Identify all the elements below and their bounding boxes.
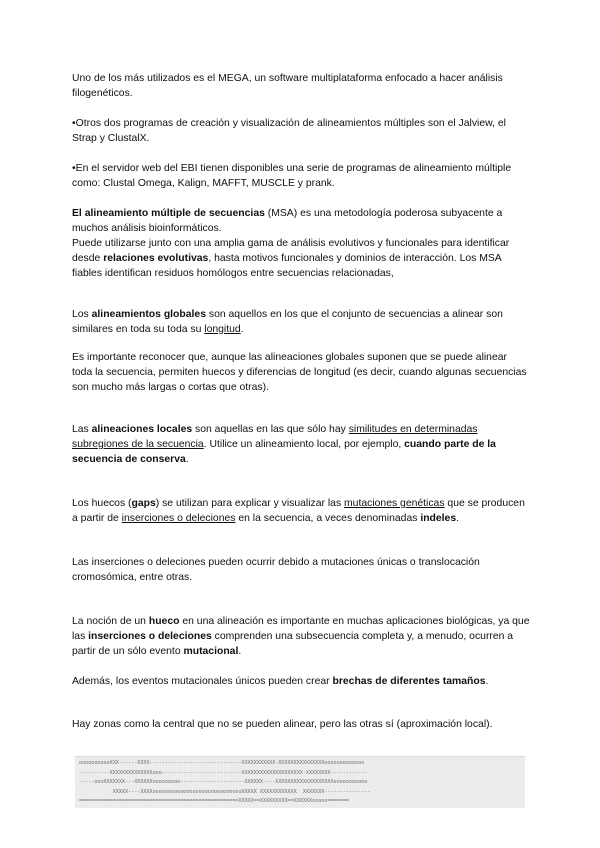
similarities-underlined: similitudes en determinadas subregiones de la secuencia (72, 424, 478, 450)
paragraph-unique-events (72, 674, 530, 689)
mutational-term: mutacional (183, 646, 239, 657)
text-span: , hasta motivos funcionales y dominios de interacción. Los MSA fiables identifican residuos homólogos entre secuencias relacionadas, (72, 253, 502, 279)
evolutionary-relations-term: relaciones evolutivas (103, 253, 209, 264)
insertions-deletions-underlined: inserciones o deleciones (121, 513, 236, 524)
paragraph-ebi-tools: •En el servidor web del EBI tienen disponibles una serie de programas de alineamiento múltiple como: Clustal Omega, Kalign, MAFFT, MUSCLE y prank. (72, 163, 512, 189)
text-span: comprenden una subsecuencia completa y, a menudo, ocurren a partir de un sólo evento (72, 631, 514, 657)
text-span: son aquellas en las que sólo hay (192, 424, 349, 435)
paragraph-gap-notion (72, 614, 530, 659)
msa-term: El alineamiento múltiple de secuencias (72, 208, 265, 219)
text-span: . (185, 454, 189, 465)
indels-term: indeles (420, 513, 457, 524)
insertions-deletions-term: inserciones o deleciones (88, 631, 212, 642)
paragraph-global-alignment (72, 307, 530, 337)
length-underlined: longitud (204, 324, 241, 335)
paragraph-gaps (72, 496, 530, 526)
alignment-row: ====================================================XXXXX==XXXXXXXXX==XXXXXXooooo======= (79, 798, 349, 804)
text-span: . (456, 513, 460, 524)
global-alignment-term: alineamientos globales (91, 309, 206, 320)
conserved-part-term: cuando parte de la secuencia de conserva (72, 439, 496, 465)
paragraph-local-approximation: Hay zonas como la central que no se pueden alinear, pero las otras sí (aproximación local). (72, 719, 493, 730)
genetic-mutations-underlined: mutaciones genéticas (344, 498, 445, 509)
text-span: que se producen a partir de (72, 498, 525, 524)
text-span: ) se utilizan para explicar y visualizar las (155, 498, 345, 509)
paragraph-msa-definition (72, 206, 530, 281)
gaps-term: gaps (131, 498, 156, 509)
paragraph-insertions-causes: Las inserciones o deleciones pueden ocurrir debido a mutaciones únicas o translocación cromosómica, entre otras. (72, 557, 480, 583)
text-span: Los huecos ( (72, 498, 132, 509)
text-span: Puede utilizarse junto con una amplia gama de análisis evolutivos y funcionales para identificar desde (72, 238, 510, 264)
paragraph-mega: Uno de los más utilizados es el MEGA, un software multiplataforma enfocado a hacer análisis filogenéticos. (72, 73, 503, 99)
text-span: en la secuencia, a veces denominadas (235, 513, 421, 524)
text-span: . (238, 646, 242, 657)
text-span: en una alineación es importante en muchas aplicaciones biológicas, ya que las (72, 616, 530, 642)
text-span: Además, los eventos mutacionales únicos pueden crear (72, 676, 333, 687)
paragraph-jalview: •Otros dos programas de creación y visualización de alineamientos múltiples son el Jalview, el Strap y ClustalX. (72, 118, 506, 144)
text-span: son aquellos en los que el conjunto de secuencias a alinear son similares en toda su toda su (72, 309, 503, 335)
local-alignment-term: alineaciones locales (91, 424, 193, 435)
text-span: . (240, 324, 244, 335)
paragraph-global-gaps: Es importante reconocer que, aunque las alineaciones globales suponen que se puede alinear toda la secuencia, permiten huecos y diferencias de longitud (es decir, cuando algunas secuencias son mucho más largas o cortas que otras). (72, 352, 527, 393)
text-span: (MSA) es una metodología poderosa subyacente a muchos análisis bioinformáticos. (72, 208, 503, 234)
text-span: . (485, 676, 489, 687)
alignment-row: ----------XXXXXXXXXXXXXXooo--------------------------XXXXXXXXXXXXXXXXXXXX-XXXXXXXX------------ (79, 769, 368, 776)
text-span: La noción de un (72, 616, 149, 627)
gap-term: hueco (148, 616, 180, 627)
alignment-row: -----oooXXXXXXX---XXXXXXooooooooo---------------------XXXXXX----XXXXXXXXXXXXXXXXXXXooooooooooo (79, 779, 368, 785)
text-span: . Utilice un alineamiento local, por ejemplo, (203, 439, 405, 450)
alignment-row: ooooooooooXXX------XXXX------------------------------XXXXXXXXXXX-XXXXXXXXXXXXXXXooooooooooooo (79, 760, 365, 766)
text-span: Los (72, 309, 92, 320)
alignment-row: XXXXX----XXXXoooooooooooooooooooooooooooooXXXXX XXXXXXXXXXXX XXXXXXX--------------- (79, 788, 371, 795)
paragraph-local-alignment (72, 422, 530, 467)
sequence-alignment-figure (75, 756, 525, 808)
text-span: Las (72, 424, 92, 435)
gap-sizes-term: brechas de diferentes tamaños (332, 676, 486, 687)
